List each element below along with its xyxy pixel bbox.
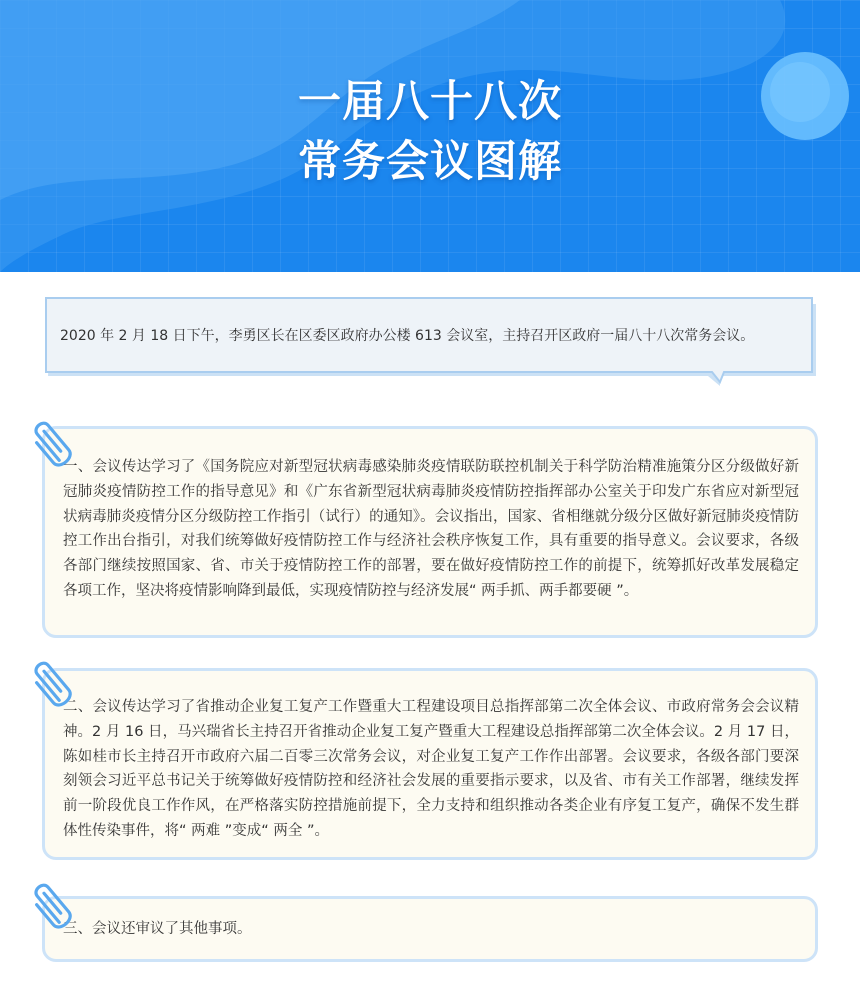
section-card-1 xyxy=(42,426,818,638)
title-line-1: 一届八十八次 xyxy=(298,77,562,127)
section-1-text: 一、会议传达学习了《国务院应对新型冠状病毒感染肺炎疫情联防联控机制关于科学防治精准施策分区分级做好新冠肺炎疫情防控工作的指导意见》和《广东省新型冠状病毒肺炎疫情防控指挥部办公室关于印发广东省应对新型冠状病毒肺炎疫情分区分级防控工作指引（试行）的通知》。会议指出，国家、省相继就分级分区做好新冠肺炎疫情防控工作出台指引，对我们统筹做好疫情防控工作与经济社会秩序恢复工作，具有重要的指导意义。会议要求，各级各部门继续按照国家、省、市关于疫情防控工作的部署，要在做好疫情防控工作的前提下，统筹抓好改革发展稳定各项工作，坚决将疫情影响降到最低，实现疫情防控与经济发展“ 两手抓、两手都要硬 ”。 xyxy=(63,459,799,599)
section-3-text: 三、会议还审议了其他事项。 xyxy=(63,921,252,937)
paperclip-icon xyxy=(26,654,80,710)
intro-box xyxy=(44,296,820,388)
header-banner xyxy=(0,0,860,272)
page-title xyxy=(0,72,860,192)
intro-text: 2020 年 2 月 18 日下午，李勇区长在区委区政府办公楼 613 会议室，主持召开区政府一届八十八次常务会议。 xyxy=(60,328,755,344)
section-card-3 xyxy=(42,896,818,962)
section-2-text: 二、会议传达学习了省推动企业复工复产工作暨重大工程建设项目总指挥部第二次全体会议、市政府常务会会议精神。2 月 16 日，马兴瑞省长主持召开省推动企业复工复产暨重大工程建设总指挥部第二次全体会议。2 月 17 日，陈如桂市长主持召开市政府六届二百零三次常务会议，对企业复工复产工作作出部署。会议要求，各级各部门要深刻领会习近平总书记关于统筹做好疫情防控和经济社会发展的重要指示要求，以及省、市有关工作部署，继续发挥前一阶段优良工作作风，在严格落实防控措施前提下，全力支持和组织推动各类企业有序复工复产，确保不发生群体性传染事件，将“ 两难 ”变成“ 两全 ”。 xyxy=(63,699,799,839)
paperclip-icon xyxy=(26,414,80,470)
title-line-2: 常务会议图解 xyxy=(298,137,562,187)
paperclip-icon xyxy=(26,876,80,932)
section-card-2 xyxy=(42,668,818,860)
